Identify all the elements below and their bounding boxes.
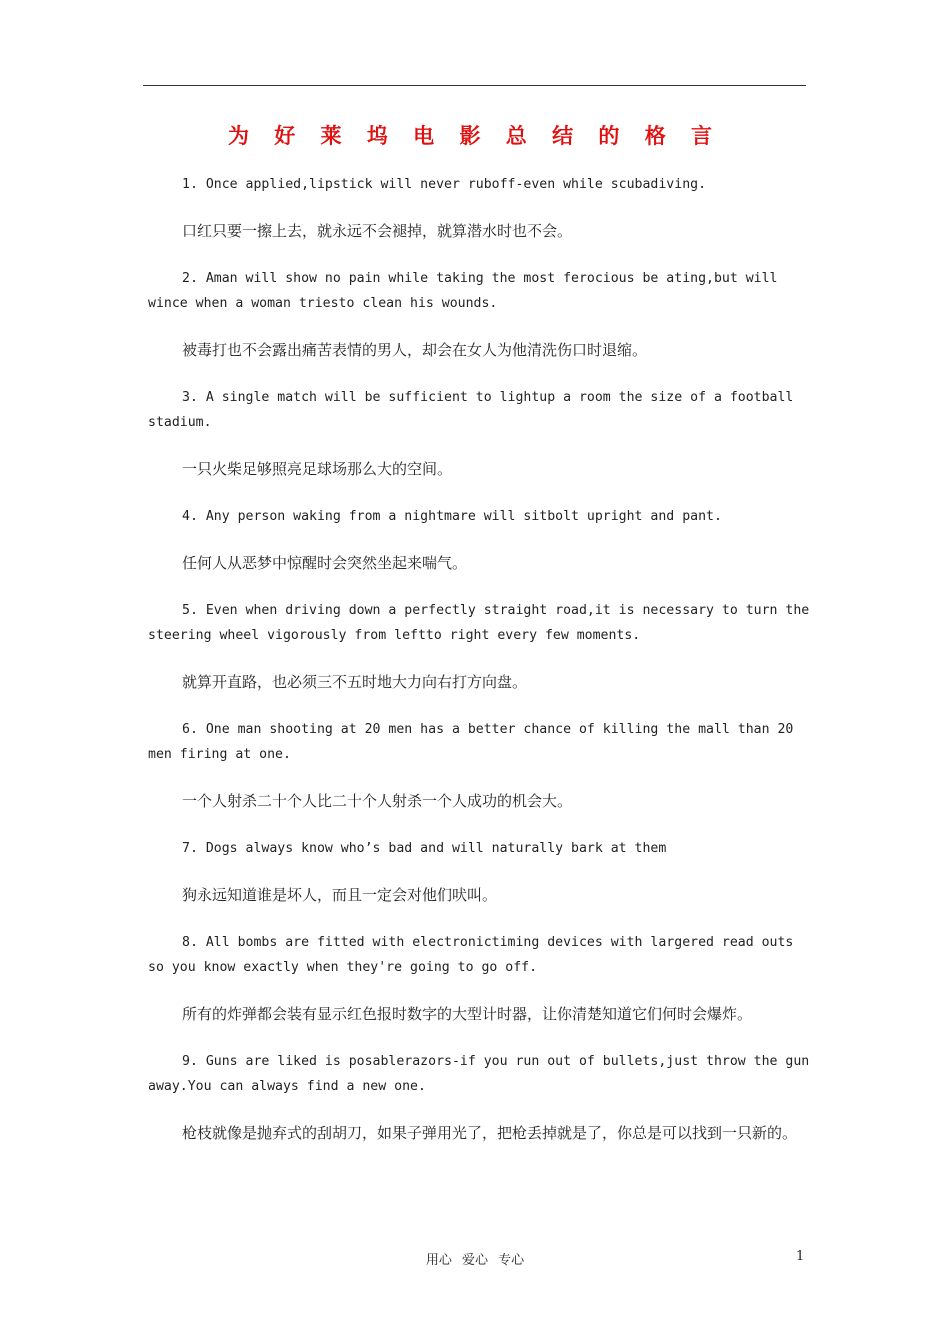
item-7-chinese: 狗永远知道谁是坏人，而且一定会对他们吠叫。 [182,886,498,904]
header-rule [143,85,806,86]
item-8-english: 8. All bombs are fitted with electronictiming devices with largered read outs so you know exactly when they're going to go off. [148,935,794,975]
page-number: 1 [796,1249,805,1264]
item-3-english: 3. A single match will be sufficient to lightup a room the size of a football stadium. [148,390,794,430]
item-9-chinese: 枪枝就像是抛弃式的刮胡刀，如果子弹用光了，把枪丢掉就是了，你总是可以找到一只新的。 [182,1124,798,1142]
item-9-english: 9. Guns are liked is posablerazors-if you run out of bullets,just throw the gun away.You can always find a new one. [148,1054,810,1094]
item-5-chinese: 就算开直路，也必须三不五时地大力向右打方向盘。 [182,673,528,691]
footer-motto: 用心 爱心 专心 [425,1253,525,1268]
document-body [148,172,813,1168]
item-8-chinese: 所有的炸弹都会装有显示红色报时数字的大型计时器，让你清楚知道它们何时会爆炸。 [182,1005,753,1023]
item-1-chinese: 口红只要一擦上去，就永远不会褪掉，就算潜水时也不会。 [182,222,573,240]
item-4-chinese: 任何人从恶梦中惊醒时会突然坐起来喘气。 [182,554,468,572]
item-4-english: 4. Any person waking from a nightmare will sitbolt upright and pant. [182,509,722,524]
item-5-english: 5. Even when driving down a perfectly straight road,it is necessary to turn the steering wheel vigorously from leftto right every few moments. [148,603,810,643]
item-7-english: 7. Dogs always know who’s bad and will naturally bark at them [182,841,667,856]
item-3-chinese: 一只火柴足够照亮足球场那么大的空间。 [182,460,453,478]
page-title: 为 好 莱 坞 电 影 总 结 的 格 言 [227,123,722,148]
item-2-english: 2. Aman will show no pain while taking the most ferocious be ating,but will wince when a woman triesto clean his wounds. [148,271,778,311]
item-6-english: 6. One man shooting at 20 men has a better chance of killing the mall than 20 men firing at one. [148,722,794,762]
item-1-english: 1. Once applied,lipstick will never ruboff-even while scubadiving. [182,177,707,192]
item-6-chinese: 一个人射杀二十个人比二十个人射杀一个人成功的机会大。 [182,792,573,810]
item-2-chinese: 被毒打也不会露出痛苦表情的男人，却会在女人为他清洗伤口时退缩。 [182,341,648,359]
